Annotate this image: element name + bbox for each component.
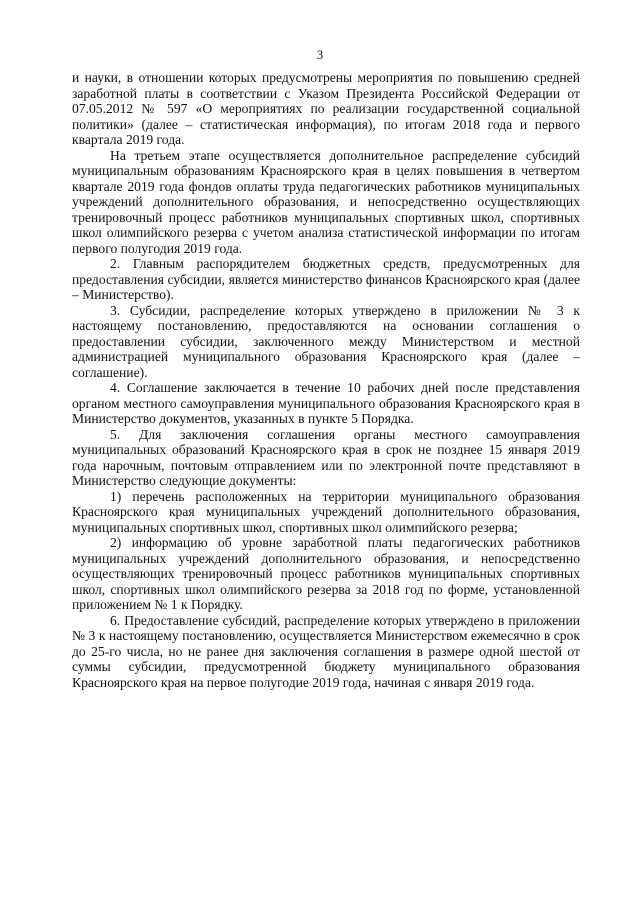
paragraph-subitem-1: 1) перечень расположенных на территории муниципального образования Красноярского края муниципальных учреждений дополнительного образования, муниципальных спортивных школ, спортивных школ олимпийского резерва;	[72, 488, 580, 535]
paragraph-item-4: 4. Соглашение заключается в течение 10 рабочих дней после представления органом местного самоуправления муниципального образования Красноярского края в Министерство документов, указанных в пункте 5 Порядка.	[72, 380, 580, 426]
paragraph-item-6: 6. Предоставление субсидий, распределение которых утверждено в приложении № 3 к настоящему постановлению, осуществляется Министерством ежемесячно в срок до 25-го числа, но не ранее дня заключения соглашения в размере одной шестой от суммы субсидии, предусмотренной бюджету муниципального образования Красноярского края на первое полугодие 2019 года, начиная с января 2019 года.	[72, 612, 580, 690]
paragraph-item-5: 5. Для заключения соглашения органы местного самоуправления муниципальных образований Красноярского края в срок не позднее 15 января 2019 года нарочным, почтовым отправлением или по электронной почте представляют в Министерство следующие документы:	[72, 426, 580, 488]
document-body	[72, 70, 580, 690]
paragraph-item-2: 2. Главным распорядителем бюджетных средств, предусмотренных для предоставления субсидии, является министерство финансов Красноярского края (далее – Министерство).	[72, 256, 580, 302]
paragraph-subitem-2: 2) информацию об уровне заработной платы педагогических работников муниципальных учреждений дополнительного образования, и непосредственно осуществляющих тренировочный процесс работников муниципальных спортивных школ, спортивных школ олимпийского резерва за 2018 год по форме, установленной приложением № 1 к Порядку.	[72, 535, 580, 612]
paragraph-item-3: 3. Субсидии, распределение которых утверждено в приложении № 3 к настоящему постановлению, предоставляются на основании соглашения о предоставлении субсидии, заключенного между Министерством и местной администрацией муниципального образования Красноярского края (далее – соглашение).	[72, 302, 580, 380]
page-number: 3	[316, 47, 324, 62]
paragraph-third-stage: На третьем этапе осуществляется дополнительное распределение субсидий муниципальным образованиям Красноярского края в целях повышения в четвертом квартале 2019 года фондов оплаты труда педагогических работников муниципальных учреждений дополнительного образования, и непосредственно осуществляющих тренировочный процесс работников муниципальных спортивных школ, спортивных школ олимпийского резерва с учетом анализа статистической информации по итогам первого полугодия 2019 года.	[72, 147, 580, 256]
paragraph-continuation: и науки, в отношении которых предусмотрены мероприятия по повышению средней заработной платы в соответствии с Указом Президента Российской Федерации от 07.05.2012 № 597 «О мероприятиях по реализации государственной социальной политики» (далее – статистическая информация), по итогам 2018 года и первого квартала 2019 года.	[72, 70, 580, 147]
